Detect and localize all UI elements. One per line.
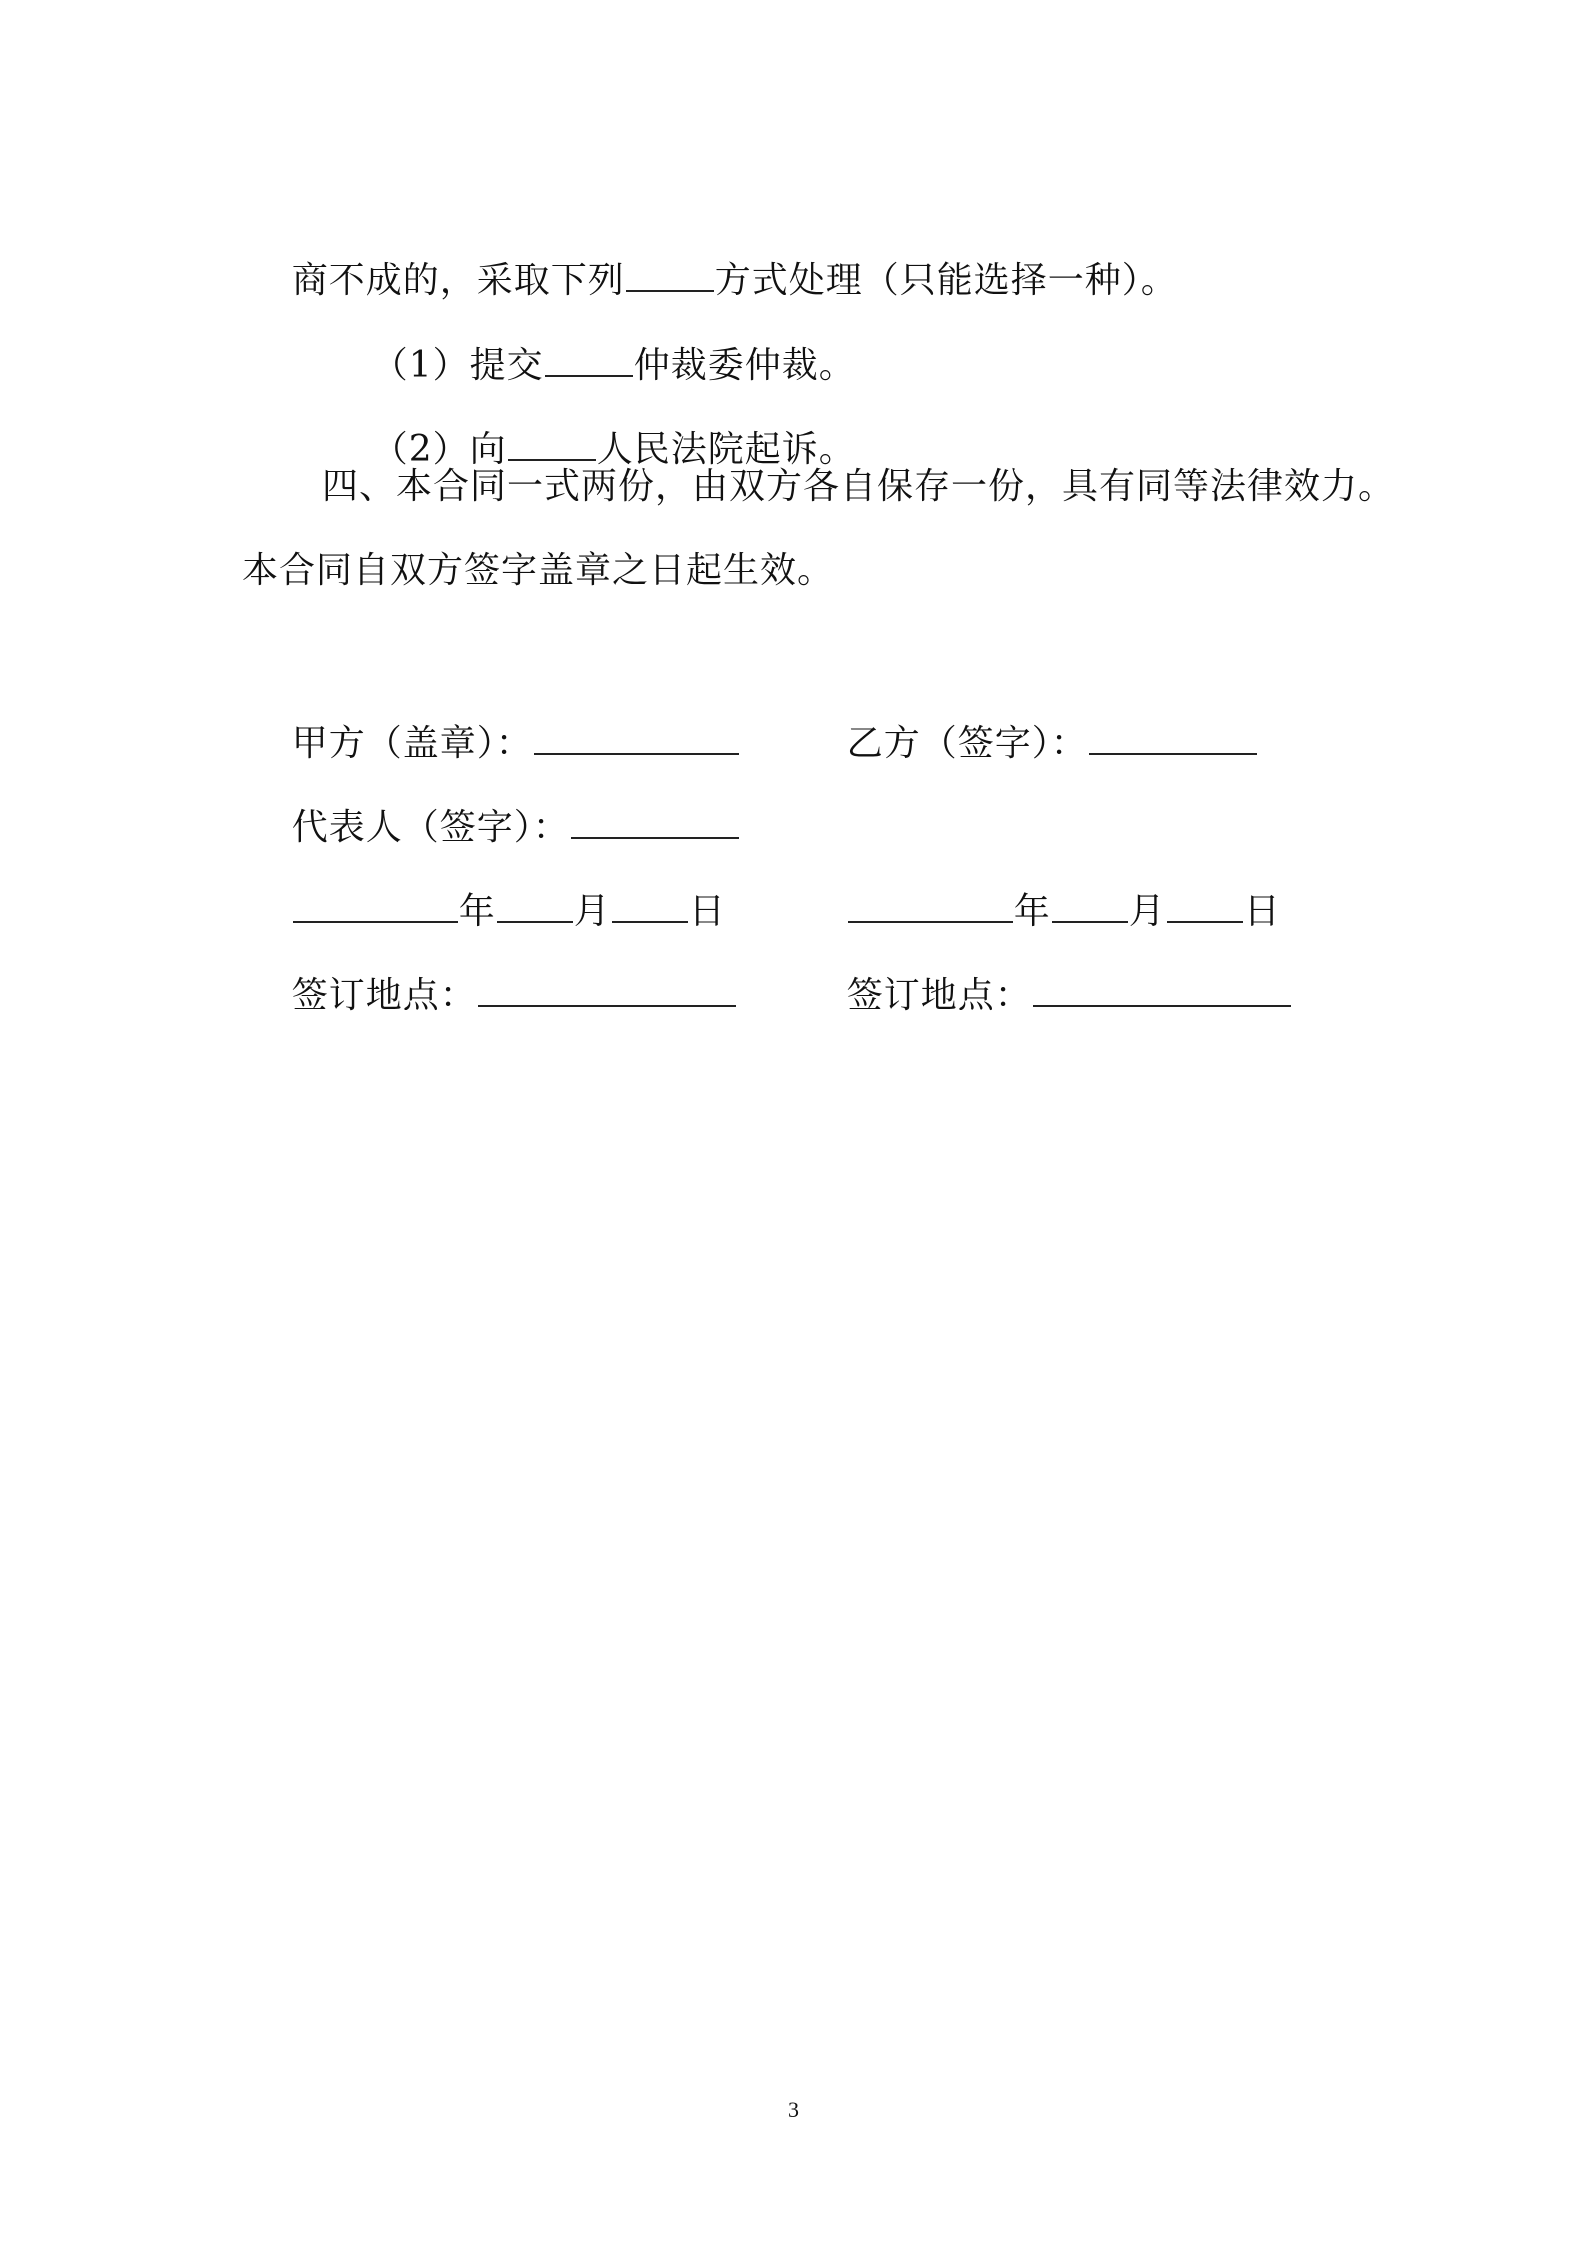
dispute-method-blank[interactable]: [626, 258, 714, 292]
party-a-month-blank[interactable]: [497, 889, 573, 923]
party-a-year-blank[interactable]: [293, 889, 458, 923]
party-b-signature-blank[interactable]: [1089, 721, 1257, 755]
clause-4-line-2: 本合同自双方签字盖章之日起生效。: [242, 550, 835, 591]
party-a-day-blank[interactable]: [612, 889, 688, 923]
option-1-text-before: （1）提交: [371, 345, 544, 386]
dispute-text-after: 方式处理（只能选择一种）。: [714, 260, 1178, 301]
party-b-label: 乙方（签字）：: [846, 723, 1088, 764]
clause-4-line-1: 四、本合同一式两份，由双方各自保存一份，具有同等法律效力。: [322, 466, 1396, 507]
option-2-text-before: （2）向: [371, 429, 507, 470]
party-b-place-line: [797, 924, 1292, 1068]
party-a-place-line: [242, 924, 737, 1068]
month-label: 月: [1128, 891, 1166, 932]
arbitration-committee-blank[interactable]: [545, 343, 633, 377]
party-a-seal-blank[interactable]: [534, 721, 739, 755]
year-label: 年: [1013, 891, 1051, 932]
place-label-a: 签订地点：: [291, 975, 477, 1016]
party-b-year-blank[interactable]: [848, 889, 1013, 923]
dispute-text-before: 商不成的，采取下列: [291, 260, 625, 301]
party-a-label: 甲方（盖章）：: [291, 723, 533, 764]
party-b-day-blank[interactable]: [1167, 889, 1243, 923]
option-2-text-after: 人民法院起诉。: [596, 429, 856, 470]
day-label: 日: [688, 891, 726, 932]
party-b-signature-line: [797, 672, 1258, 816]
representative-label: 代表人（签字）：: [291, 807, 570, 848]
court-name-blank[interactable]: [508, 427, 596, 461]
party-b-place-blank[interactable]: [1033, 973, 1291, 1007]
month-label: 月: [573, 891, 611, 932]
year-label: 年: [458, 891, 496, 932]
party-b-month-blank[interactable]: [1052, 889, 1128, 923]
day-label: 日: [1243, 891, 1281, 932]
option-1-text-after: 仲裁委仲裁。: [633, 345, 856, 386]
place-label-b: 签订地点：: [846, 975, 1032, 1016]
representative-signature-blank[interactable]: [571, 805, 739, 839]
party-a-place-blank[interactable]: [478, 973, 736, 1007]
page-number: 3: [788, 2097, 799, 2122]
